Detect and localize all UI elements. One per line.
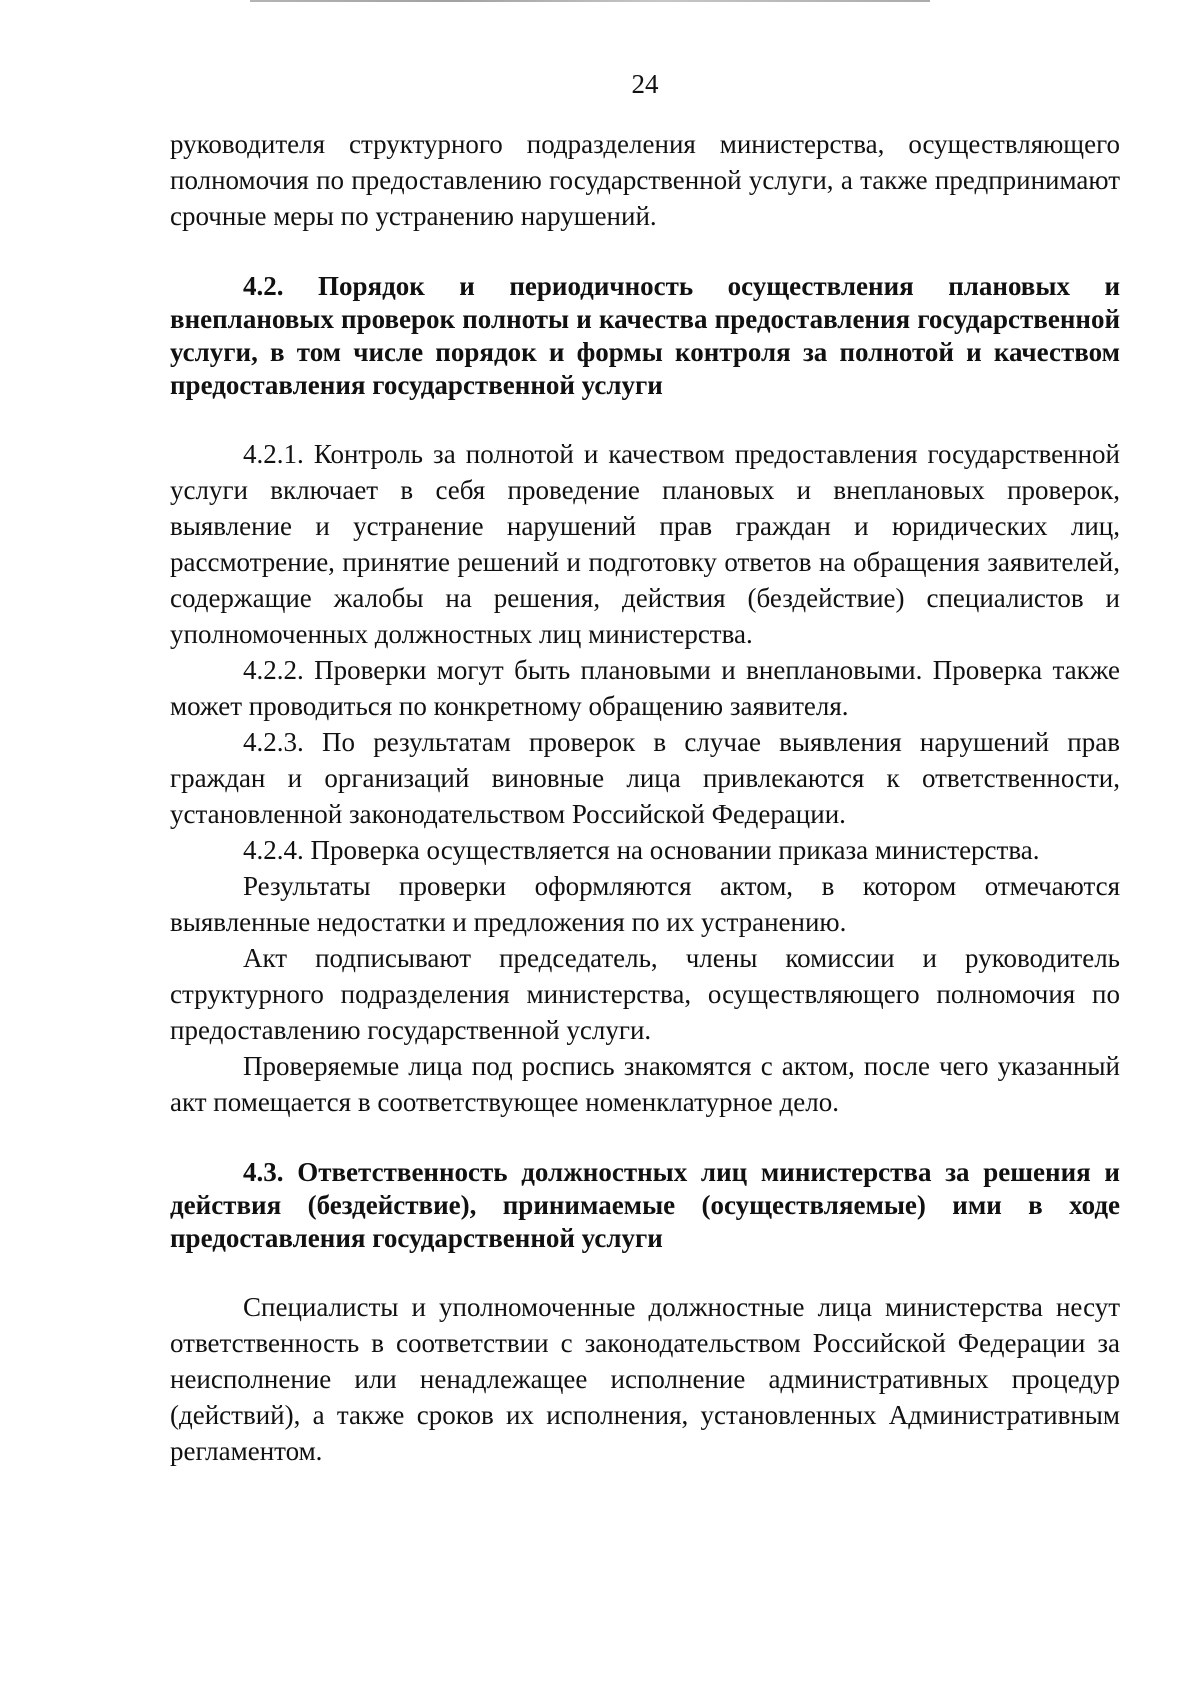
- paragraph-4-2-3: 4.2.3. По результатам проверок в случае выявления нарушений прав граждан и организаций виновные лица привлекаются к ответственности, установленной законодательством Российской Федерации.: [170, 727, 1120, 829]
- scan-top-edge-line: [250, 0, 930, 2]
- paragraph-inspection-results: Результаты проверки оформляются актом, в котором отмечаются выявленные недостатки и предложения по их устранению.: [170, 871, 1120, 937]
- document-body: [170, 126, 1120, 1469]
- paragraph-responsibility: Специалисты и уполномоченные должностные лица министерства несут ответственность в соответствии с законодательством Российской Федерации за неисполнение или ненадлежащее исполнение административных процедур (действий), а также сроков их исполнения, установленных Административным регламентом.: [170, 1292, 1120, 1466]
- paragraph-4-2-2: 4.2.2. Проверки могут быть плановыми и внеплановыми. Проверка также может проводиться по конкретному обращению заявителя.: [170, 655, 1120, 721]
- section-heading-4-2: 4.2. Порядок и периодичность осуществления плановых и внеплановых проверок полноты и качества предоставления государственной услуги, в том числе порядок и формы контроля за полнотой и качеством предоставления государственной услуги: [170, 271, 1120, 400]
- paragraph-inspected-persons: Проверяемые лица под роспись знакомятся с актом, после чего указанный акт помещается в соответствующее номенклатурное дело.: [170, 1051, 1120, 1117]
- paragraph-act-signing: Акт подписывают председатель, члены комиссии и руководитель структурного подразделения министерства, осуществляющего полномочия по предоставлению государственной услуги.: [170, 943, 1120, 1045]
- page-number: 24: [631, 69, 659, 99]
- paragraph-4-2-4: 4.2.4. Проверка осуществляется на основании приказа министерства.: [243, 835, 1040, 865]
- section-heading-4-3: 4.3. Ответственность должностных лиц министерства за решения и действия (бездействие), принимаемые (осуществляемые) ими в ходе предоставления государственной услуги: [170, 1157, 1120, 1253]
- paragraph-continuation: руководителя структурного подразделения министерства, осуществляющего полномочия по предоставлению государственной услуги, а также предпринимают срочные меры по устранению нарушений.: [170, 129, 1120, 231]
- paragraph-4-2-1: 4.2.1. Контроль за полнотой и качеством предоставления государственной услуги включает в себя проведение плановых и внеплановых проверок, выявление и устранение нарушений прав граждан и юридических лиц, рассмотрение, принятие решений и подготовку ответов на обращения заявителей, содержащие жалобы на решения, действия (бездействие) специалистов и уполномоченных должностных лиц министерства.: [170, 439, 1120, 649]
